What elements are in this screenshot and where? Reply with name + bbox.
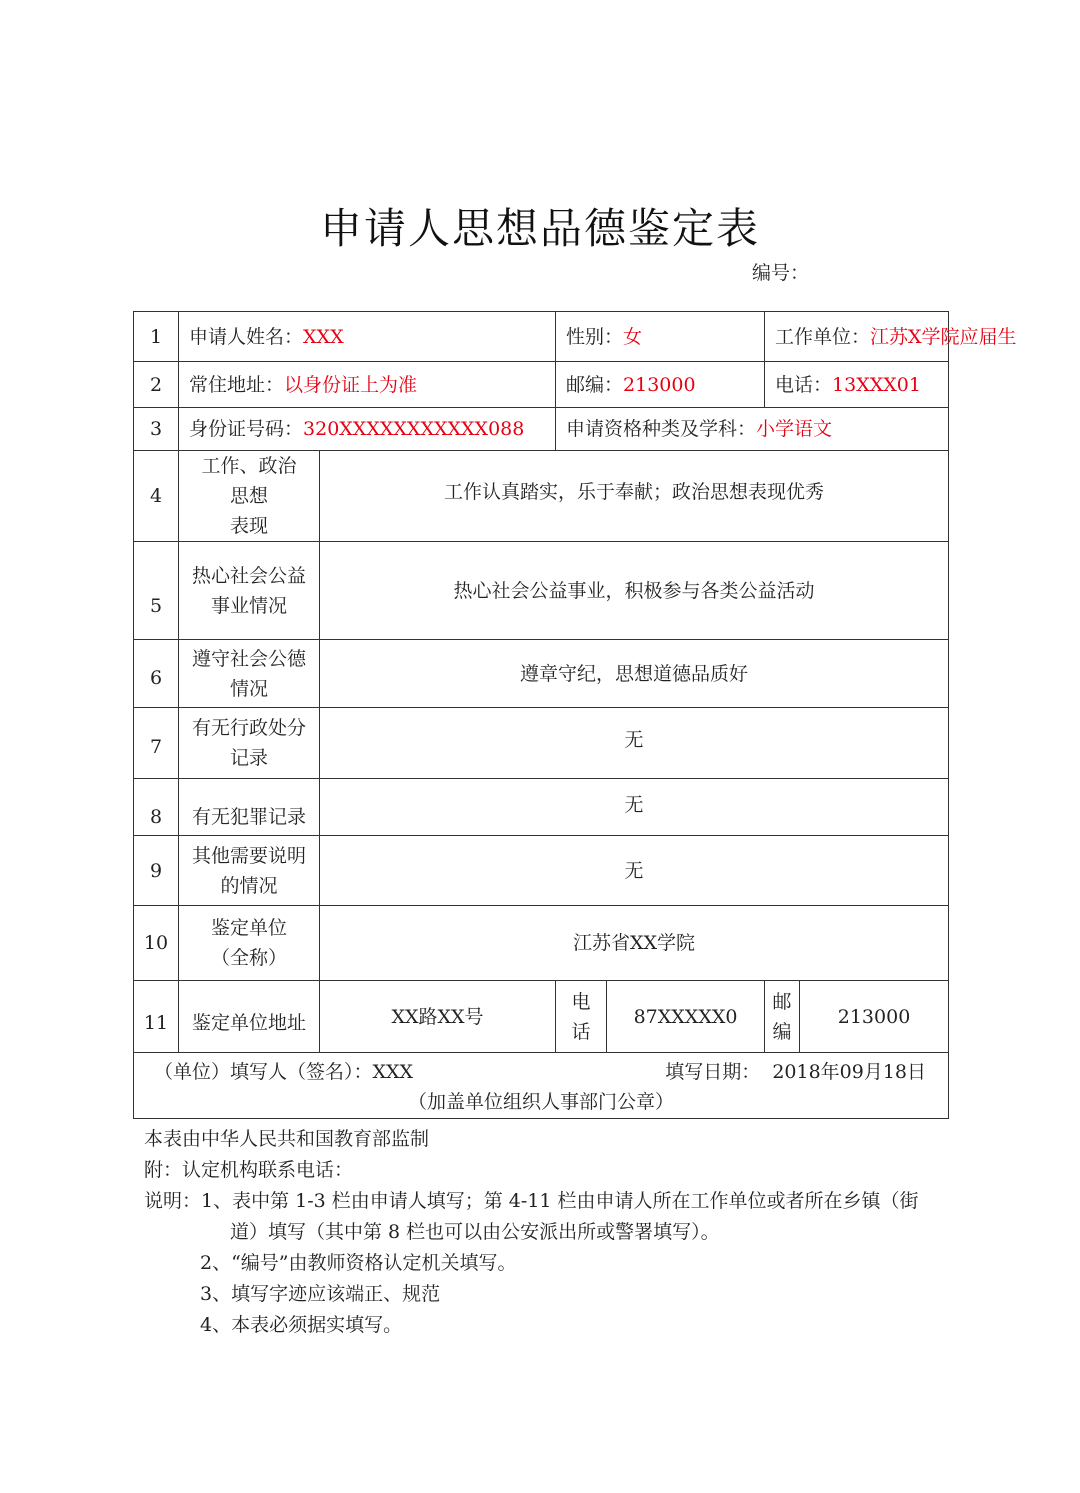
row-5 xyxy=(134,542,949,640)
row-number: 7 xyxy=(134,708,179,779)
row-number: 4 xyxy=(134,451,179,542)
postcode-label: 邮编： xyxy=(566,373,624,396)
postcode-cell[interactable] xyxy=(556,362,765,408)
label-line: 表现 xyxy=(229,515,268,537)
unit-address-label: 鉴定单位地址 xyxy=(179,981,320,1053)
row-number: 10 xyxy=(134,906,179,981)
official-stamp-note: （加盖单位组织人事部门公章） xyxy=(408,1091,675,1113)
social-morality-value[interactable]: 遵章守纪，思想道德品质好 xyxy=(320,640,949,708)
signature-cell xyxy=(134,1053,949,1119)
gender-cell[interactable] xyxy=(556,312,765,362)
row-3 xyxy=(134,408,949,451)
other-info-label xyxy=(179,836,320,906)
label-line: 鉴定单位 xyxy=(210,917,287,939)
unit-postcode-value[interactable]: 213000 xyxy=(800,981,949,1053)
label-line: 电 xyxy=(571,990,591,1013)
label-line: 事业情况 xyxy=(210,594,287,617)
signature-row xyxy=(134,1053,949,1119)
instruction-1-continued: 道）填写（其中第 8 栏也可以由公安派出所或警署填写）。 xyxy=(230,1221,720,1243)
row-9 xyxy=(134,836,949,906)
administrative-penalty-value[interactable]: 无 xyxy=(320,708,949,779)
qualification-value: 小学语文 xyxy=(756,418,833,440)
label-line: 思想 xyxy=(229,485,268,507)
row-10 xyxy=(134,906,949,981)
instruction-3: 3、填写字迹应该端正、规范 xyxy=(200,1283,441,1305)
page-title: 申请人思想品德鉴定表 xyxy=(319,204,760,253)
id-number-label: 身份证号码： xyxy=(189,418,304,440)
row-number: 6 xyxy=(134,640,179,708)
address-value: 以身份证上为准 xyxy=(284,373,418,396)
id-number-cell[interactable] xyxy=(179,408,556,451)
row-number: 11 xyxy=(134,981,179,1053)
row-number: 5 xyxy=(134,542,179,640)
row-number: 1 xyxy=(134,312,179,362)
qualification-cell[interactable] xyxy=(556,408,949,451)
work-unit-cell[interactable] xyxy=(765,312,1017,362)
row-number: 8 xyxy=(134,779,179,836)
label-line: （全称） xyxy=(210,947,287,969)
work-unit-value: 江苏X学院应届生 xyxy=(870,325,1017,348)
phone-cell[interactable] xyxy=(765,362,949,408)
applicant-name-cell[interactable] xyxy=(179,312,556,362)
supervised-note: 本表由中华人民共和国教育部监制 xyxy=(144,1128,430,1150)
label-line: 有无行政处分 xyxy=(191,717,306,739)
row-number: 3 xyxy=(134,408,179,451)
work-politics-label xyxy=(179,451,320,542)
fill-date-label: 填写日期： xyxy=(665,1061,761,1083)
evaluating-unit-value[interactable]: 江苏省XX学院 xyxy=(320,906,949,981)
public-welfare-value[interactable]: 热心社会公益事业，积极参与各类公益活动 xyxy=(320,542,949,640)
row-number: 9 xyxy=(134,836,179,906)
gender-label: 性别： xyxy=(566,325,624,348)
work-politics-value[interactable]: 工作认真踏实，乐于奉献；政治思想表现优秀 xyxy=(320,451,949,542)
label-line: 邮 xyxy=(772,990,792,1013)
postcode-value: 213000 xyxy=(623,373,696,396)
phone-label: 电话： xyxy=(775,373,833,396)
social-morality-label xyxy=(179,640,320,708)
label-line: 其他需要说明 xyxy=(191,844,306,867)
applicant-name-value: XXX xyxy=(303,325,344,348)
work-unit-label: 工作单位： xyxy=(775,325,871,348)
contact-note: 附：认定机构联系电话： xyxy=(144,1159,354,1181)
label-line: 情况 xyxy=(229,677,268,700)
address-label: 常住地址： xyxy=(189,373,285,396)
other-info-value[interactable]: 无 xyxy=(320,836,949,906)
notes-section xyxy=(144,1124,919,1341)
criminal-record-label: 有无犯罪记录 xyxy=(179,779,320,836)
applicant-name-label: 申请人姓名： xyxy=(189,325,304,348)
row-8 xyxy=(134,779,949,836)
gender-value: 女 xyxy=(623,325,643,348)
unit-phone-label xyxy=(556,981,607,1053)
row-1 xyxy=(134,312,949,362)
instruction-4: 4、本表必须据实填写。 xyxy=(200,1314,403,1336)
label-line: 编 xyxy=(772,1020,792,1043)
label-line: 记录 xyxy=(229,747,268,769)
unit-phone-value[interactable]: 87XXXXX0 xyxy=(607,981,765,1053)
row-7 xyxy=(134,708,949,779)
criminal-record-value[interactable]: 无 xyxy=(320,779,949,836)
evaluating-unit-label xyxy=(179,906,320,981)
evaluation-form-table xyxy=(133,311,1017,1119)
id-number-value: 320XXXXXXXXXXX088 xyxy=(303,418,525,440)
administrative-penalty-label xyxy=(179,708,320,779)
unit-address-value[interactable]: XX路XX号 xyxy=(320,981,556,1053)
label-line: 热心社会公益 xyxy=(191,564,306,587)
unit-postcode-label xyxy=(765,981,800,1053)
instruction-2: 2、“编号”由教师资格认定机关填写。 xyxy=(200,1252,517,1274)
fill-date[interactable] xyxy=(665,1057,926,1087)
phone-value: 13XXX01 xyxy=(832,373,921,396)
instruction-1: 说明：1、表中第 1-3 栏由申请人填写；第 4-11 栏由申请人所在工作单位或者所在乡镇（街 xyxy=(144,1190,919,1212)
qualification-label: 申请资格种类及学科： xyxy=(566,418,757,440)
row-number: 2 xyxy=(134,362,179,408)
label-line: 遵守社会公德 xyxy=(191,647,306,670)
public-welfare-label xyxy=(179,542,320,640)
row-4 xyxy=(134,451,949,542)
row-6 xyxy=(134,640,949,708)
label-line: 话 xyxy=(571,1020,591,1043)
address-cell[interactable] xyxy=(179,362,556,408)
label-line: 的情况 xyxy=(220,874,278,897)
row-11 xyxy=(134,981,949,1053)
serial-number-label: 编号： xyxy=(752,262,810,284)
row-2 xyxy=(134,362,949,408)
fill-date-value: 2018年09月18日 xyxy=(772,1061,927,1083)
filler-signature[interactable]: （单位）填写人（签名）：XXX xyxy=(154,1061,414,1083)
label-line: 工作、政治 xyxy=(201,455,297,477)
